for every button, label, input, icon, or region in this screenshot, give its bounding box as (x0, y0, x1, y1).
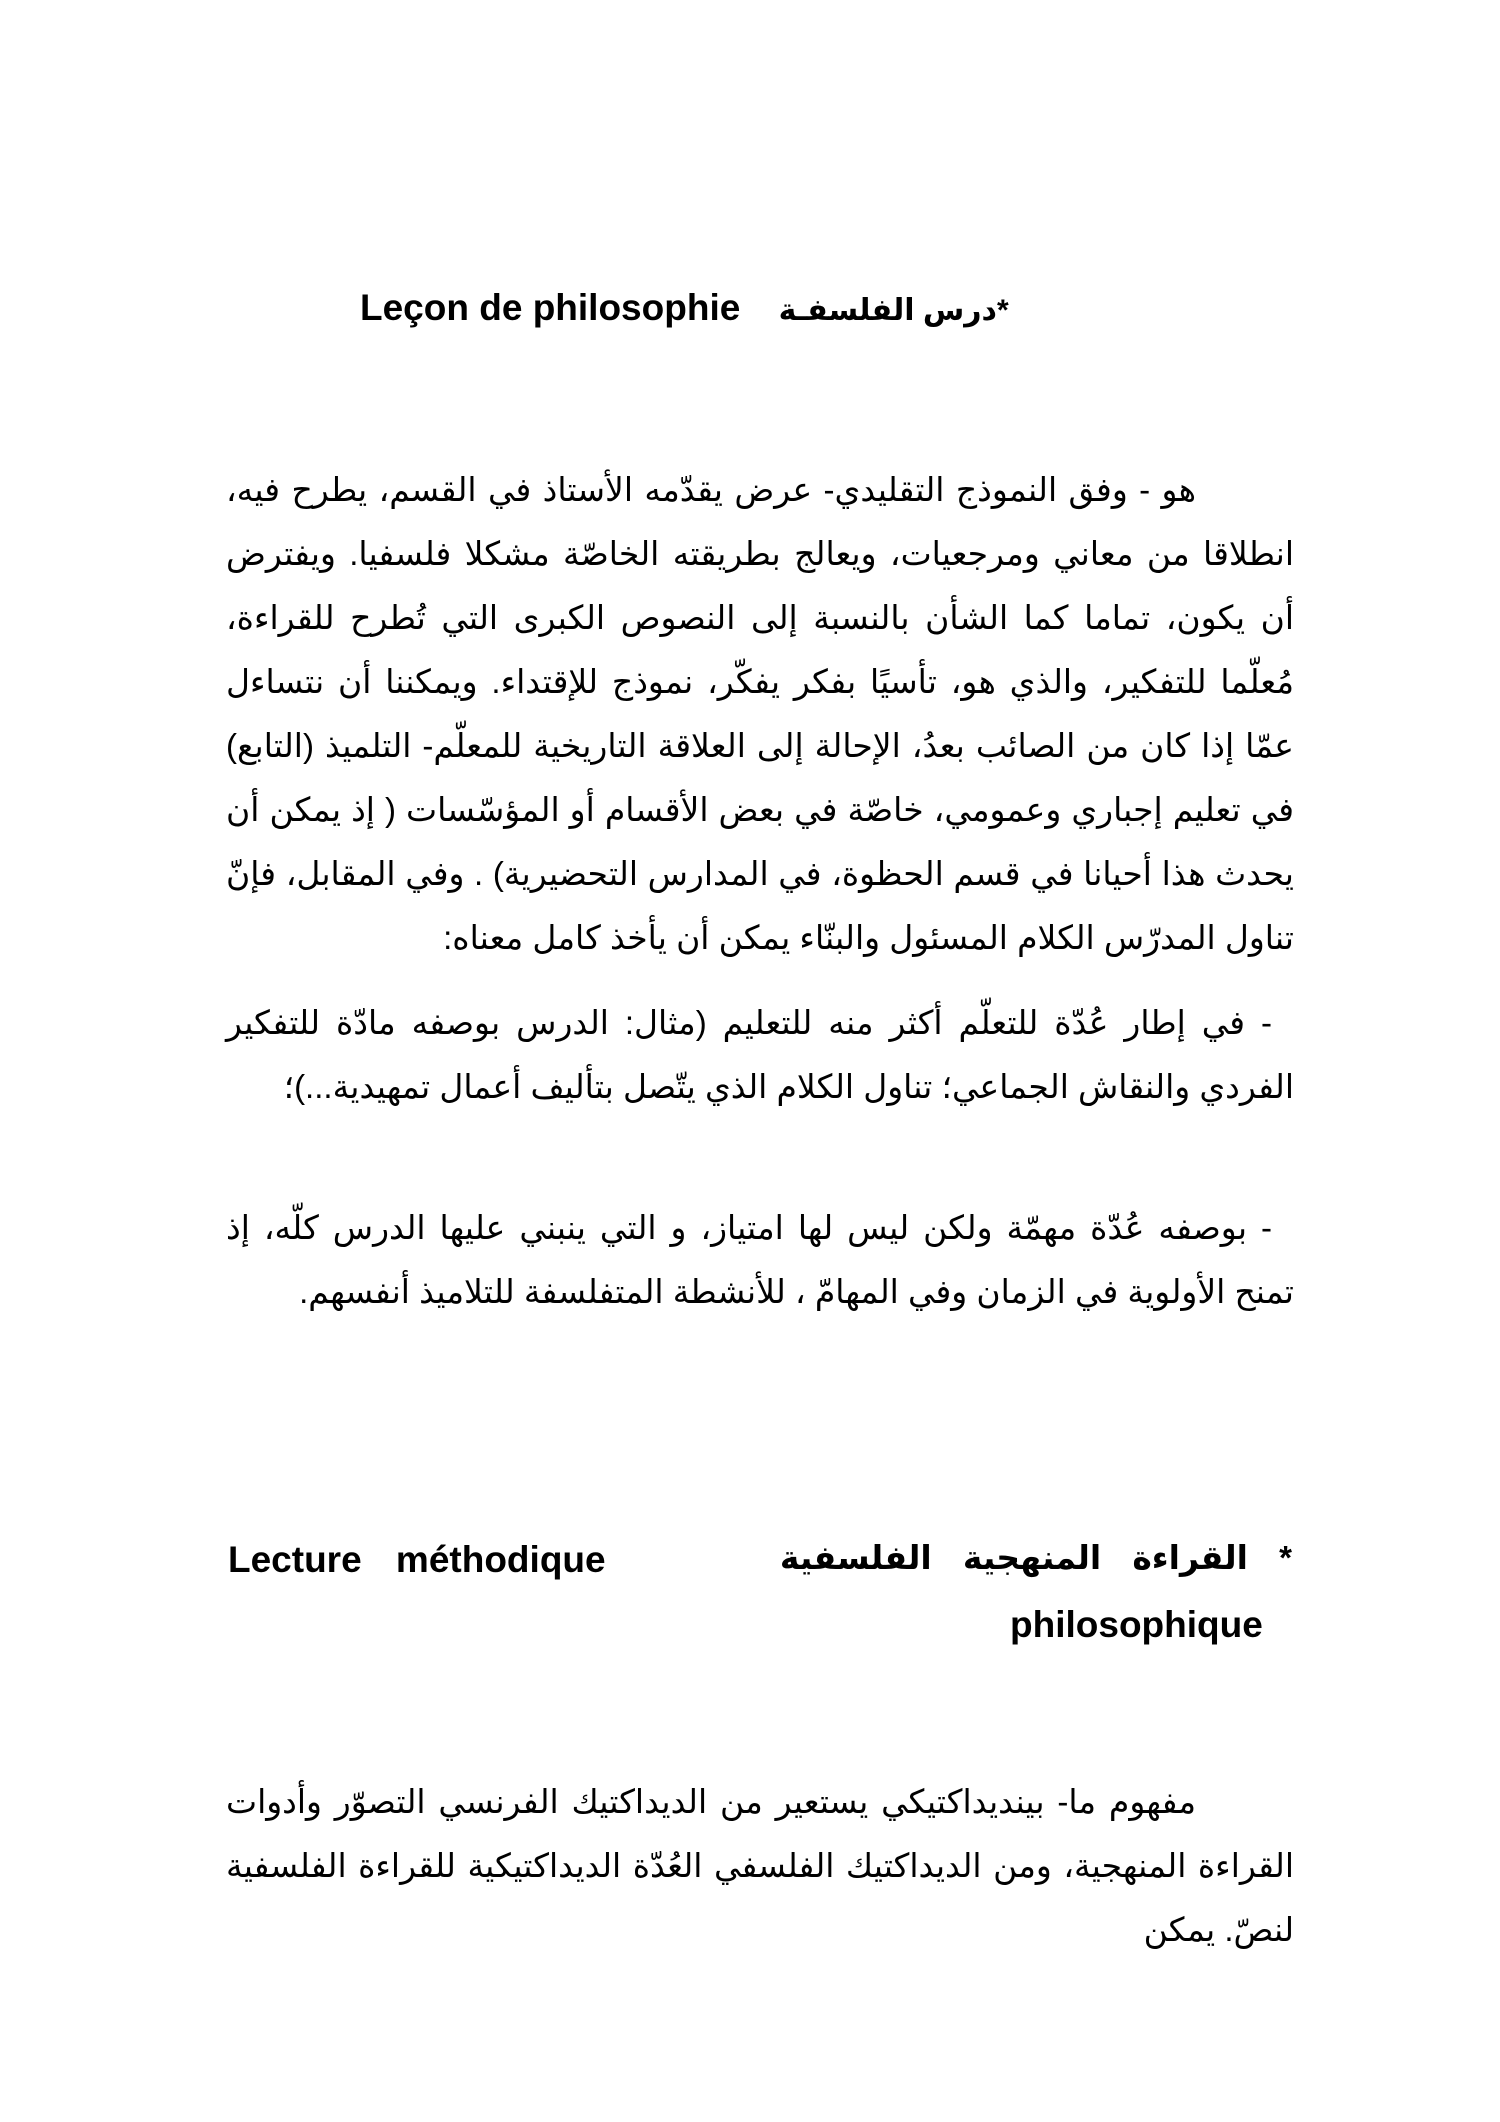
paragraph-bullet-priority: - بوصفه عُدّة مهمّة ولكن ليس لها امتياز، و التي ينبني عليها الدرس كلّه، إذ تمنح الأولوية في الزمان وفي المهامّ ، للأنشطة المتفلسفة للتلاميذ أنفسهم. (226, 1209, 1294, 1310)
heading-arabic: *درس الفلسفـة (778, 294, 1009, 327)
paragraph-lecon-definition: هو - وفق النموذج التقليدي- عرض يقدّمه الأستاذ في القسم، يطرح فيه، انطلاقا من معاني ومرجعيات، ويعالج بطريقته الخاصّة مشكلا فلسفيا. ويفترض أن يكون، تماما كما الشأن بالنسبة إلى النصوص الكبرى التي تُطرح للقراءة، مُعلّما للتفكير، والذي هو، تأسيًا بفكر يفكّر، نموذج للإقتداء. ويمكننا أن نتساءل عمّا إذا كان من الصائب بعدُ، الإحالة إلى العلاقة التاريخية للمعلّم- التلميذ (التابع) في تعليم إجباري وعمومي، خاصّة في بعض الأقسام أو المؤسّسات ( إذ يمكن أن يحدث هذا أحيانا في قسم الحظوة، في المدارس التحضيرية) . وفي المقابل، فإنّ تناول المدرّس الكلام المسئول والبنّاء يمكن أن يأخذ كامل معناه: (226, 471, 1294, 956)
heading-latin: Leçon de philosophie (360, 287, 741, 328)
section-heading-lecon (360, 286, 1009, 330)
paragraph-lecture-definition: مفهوم ما- بينديداكتيكي يستعير من الديداكتيك الفرنسي التصوّر وأدوات القراءة المنهجية، ومن الديداكتيك الفلسفي العُدّة الديداكتيكية للقراءة الفلسفية لنصّ. يمكن (226, 1783, 1294, 1948)
heading-arabic: * القراءة المنهجية الفلسفية (779, 1539, 1292, 1576)
heading-latin: Lecture méthodique (228, 1539, 606, 1580)
section-heading-lecture (228, 1538, 1292, 1582)
paragraph-bullet-learning: - في إطار عُدّة للتعلّم أكثر منه للتعليم (مثال: الدرس بوصفه مادّة للتفكير الفردي والنقاش الجماعي؛ تناول الكلام الذي يتّصل بتأليف أعمال تمهيدية...)؛ (226, 1004, 1294, 1105)
heading-latin-continuation: philosophique (1010, 1604, 1263, 1645)
